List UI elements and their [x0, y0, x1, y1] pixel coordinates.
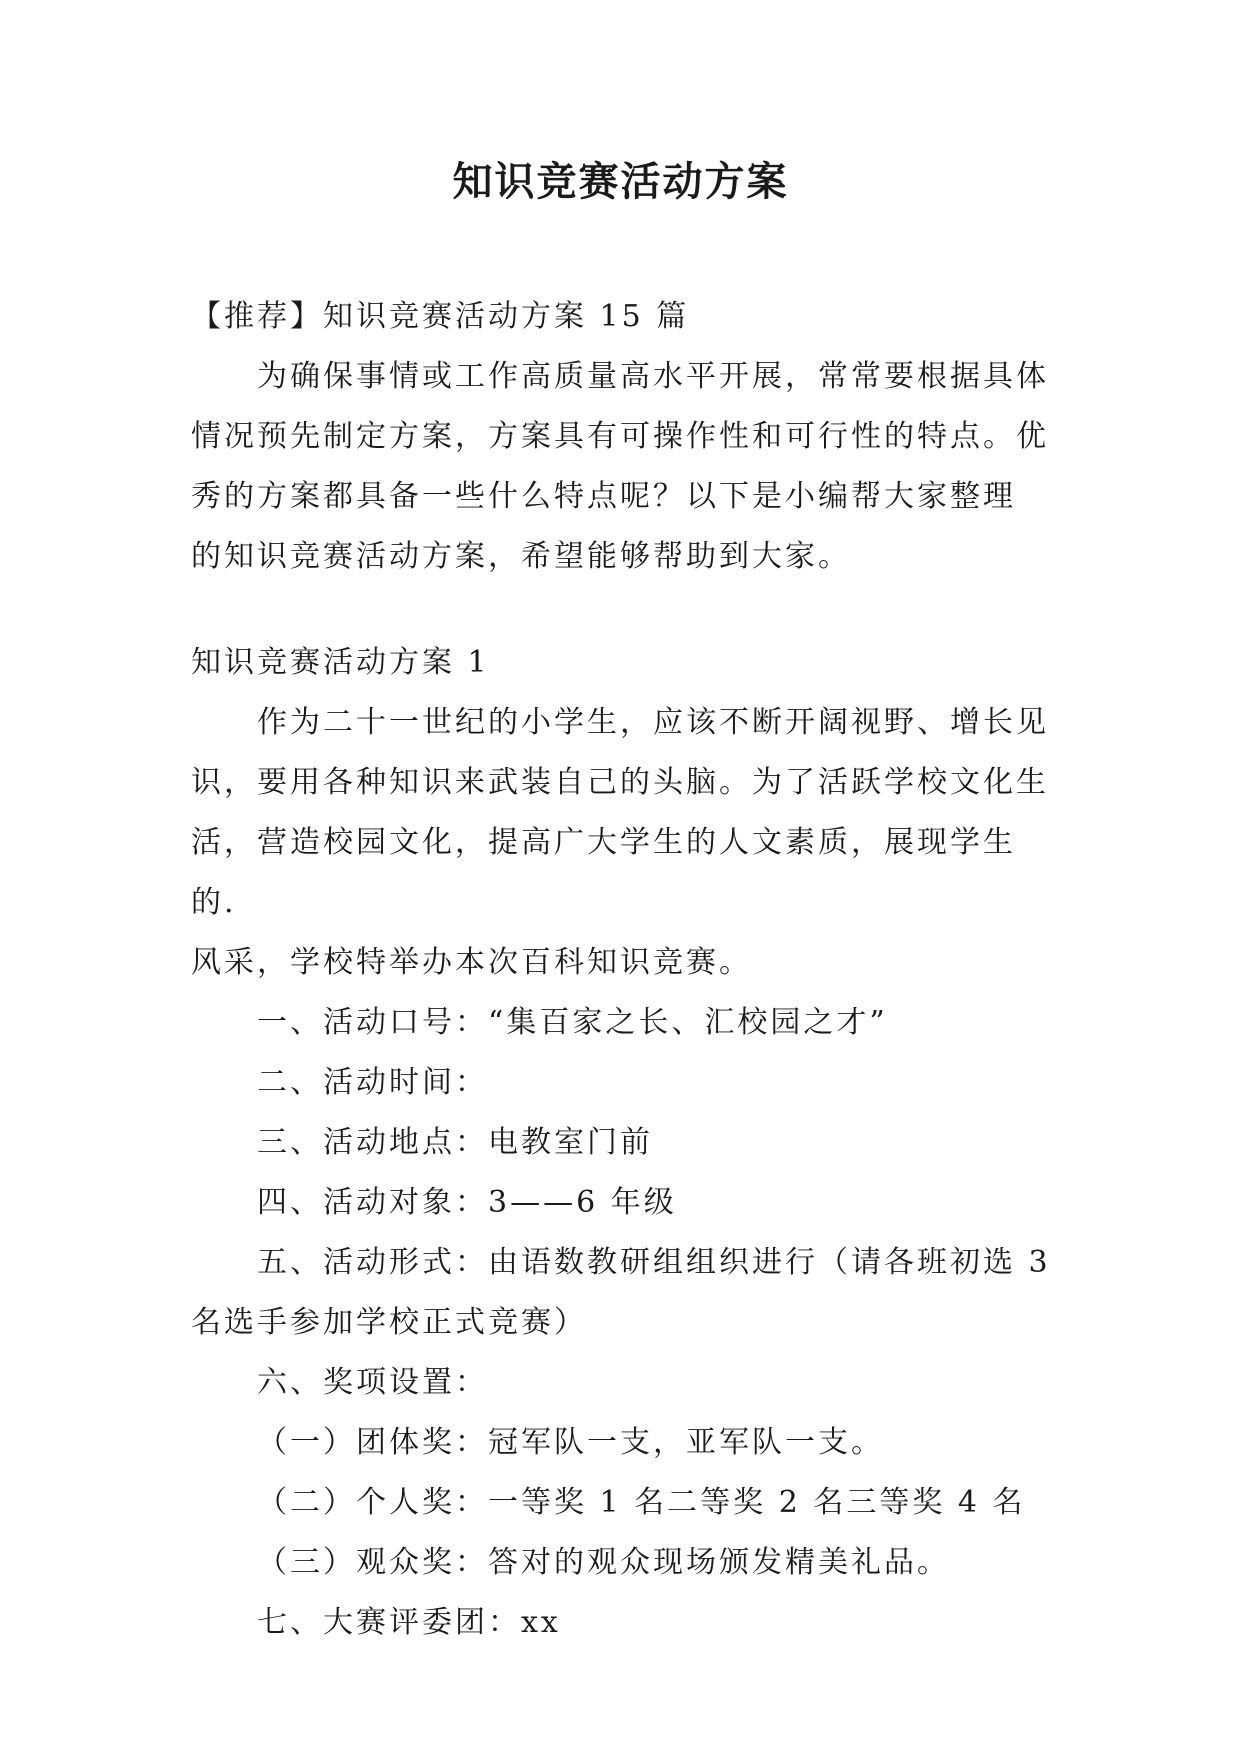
item-award-individual: （二）个人奖：一等奖 1 名二等奖 2 名三等奖 4 名: [257, 1485, 1026, 1520]
item-time: 二、活动时间：: [257, 1065, 488, 1100]
item-place: 三、活动地点：电教室门前: [257, 1125, 653, 1160]
item-awards: 六、奖项设置：: [257, 1365, 488, 1400]
section-line: 活，营造校园文化，提高广大学生的人文素质，展现学生的.: [191, 825, 1016, 920]
item-award-team: （一）团体奖：冠军队一支，亚军队一支。: [257, 1425, 884, 1460]
document-title: 知识竞赛活动方案: [452, 158, 789, 205]
item-target: 四、活动对象：3——6 年级: [257, 1185, 677, 1220]
section-line: 识，要用各种知识来武装自己的头脑。为了活跃学校文化生: [191, 765, 1049, 800]
item-slogan: 一、活动口号：“集百家之长、汇校园之才”: [257, 1005, 888, 1040]
item-judges: 七、大赛评委团：xx: [257, 1605, 561, 1640]
section-line: 风采，学校特举办本次百科知识竞赛。: [191, 945, 752, 980]
intro-line: 的知识竞赛活动方案，希望能够帮助到大家。: [191, 539, 851, 574]
section-1-block: [191, 633, 1053, 1653]
item-award-audience: （三）观众奖：答对的观众现场颁发精美礼品。: [257, 1545, 950, 1580]
section-paragraph: [191, 693, 1053, 993]
section-line: 作为二十一世纪的小学生，应该不断开阔视野、增长见: [257, 705, 1049, 740]
intro-line: 为确保事情或工作高质量高水平开展，常常要根据具体: [257, 359, 1049, 394]
intro-block: [191, 287, 1053, 587]
item-form-line1: 五、活动形式：由语数教研组组织进行（请各班初选 3: [257, 1245, 1051, 1280]
intro-paragraph: [191, 347, 1053, 587]
intro-line: 秀的方案都具备一些什么特点呢？以下是小编帮大家整理: [191, 479, 1016, 514]
recommend-line: 【推荐】知识竞赛活动方案 15 篇: [191, 299, 690, 334]
intro-line: 情况预先制定方案，方案具有可操作性和可行性的特点。优: [191, 419, 1049, 454]
item-form-line2: 名选手参加学校正式竞赛）: [191, 1305, 587, 1340]
section-heading: 知识竞赛活动方案 1: [191, 645, 490, 680]
